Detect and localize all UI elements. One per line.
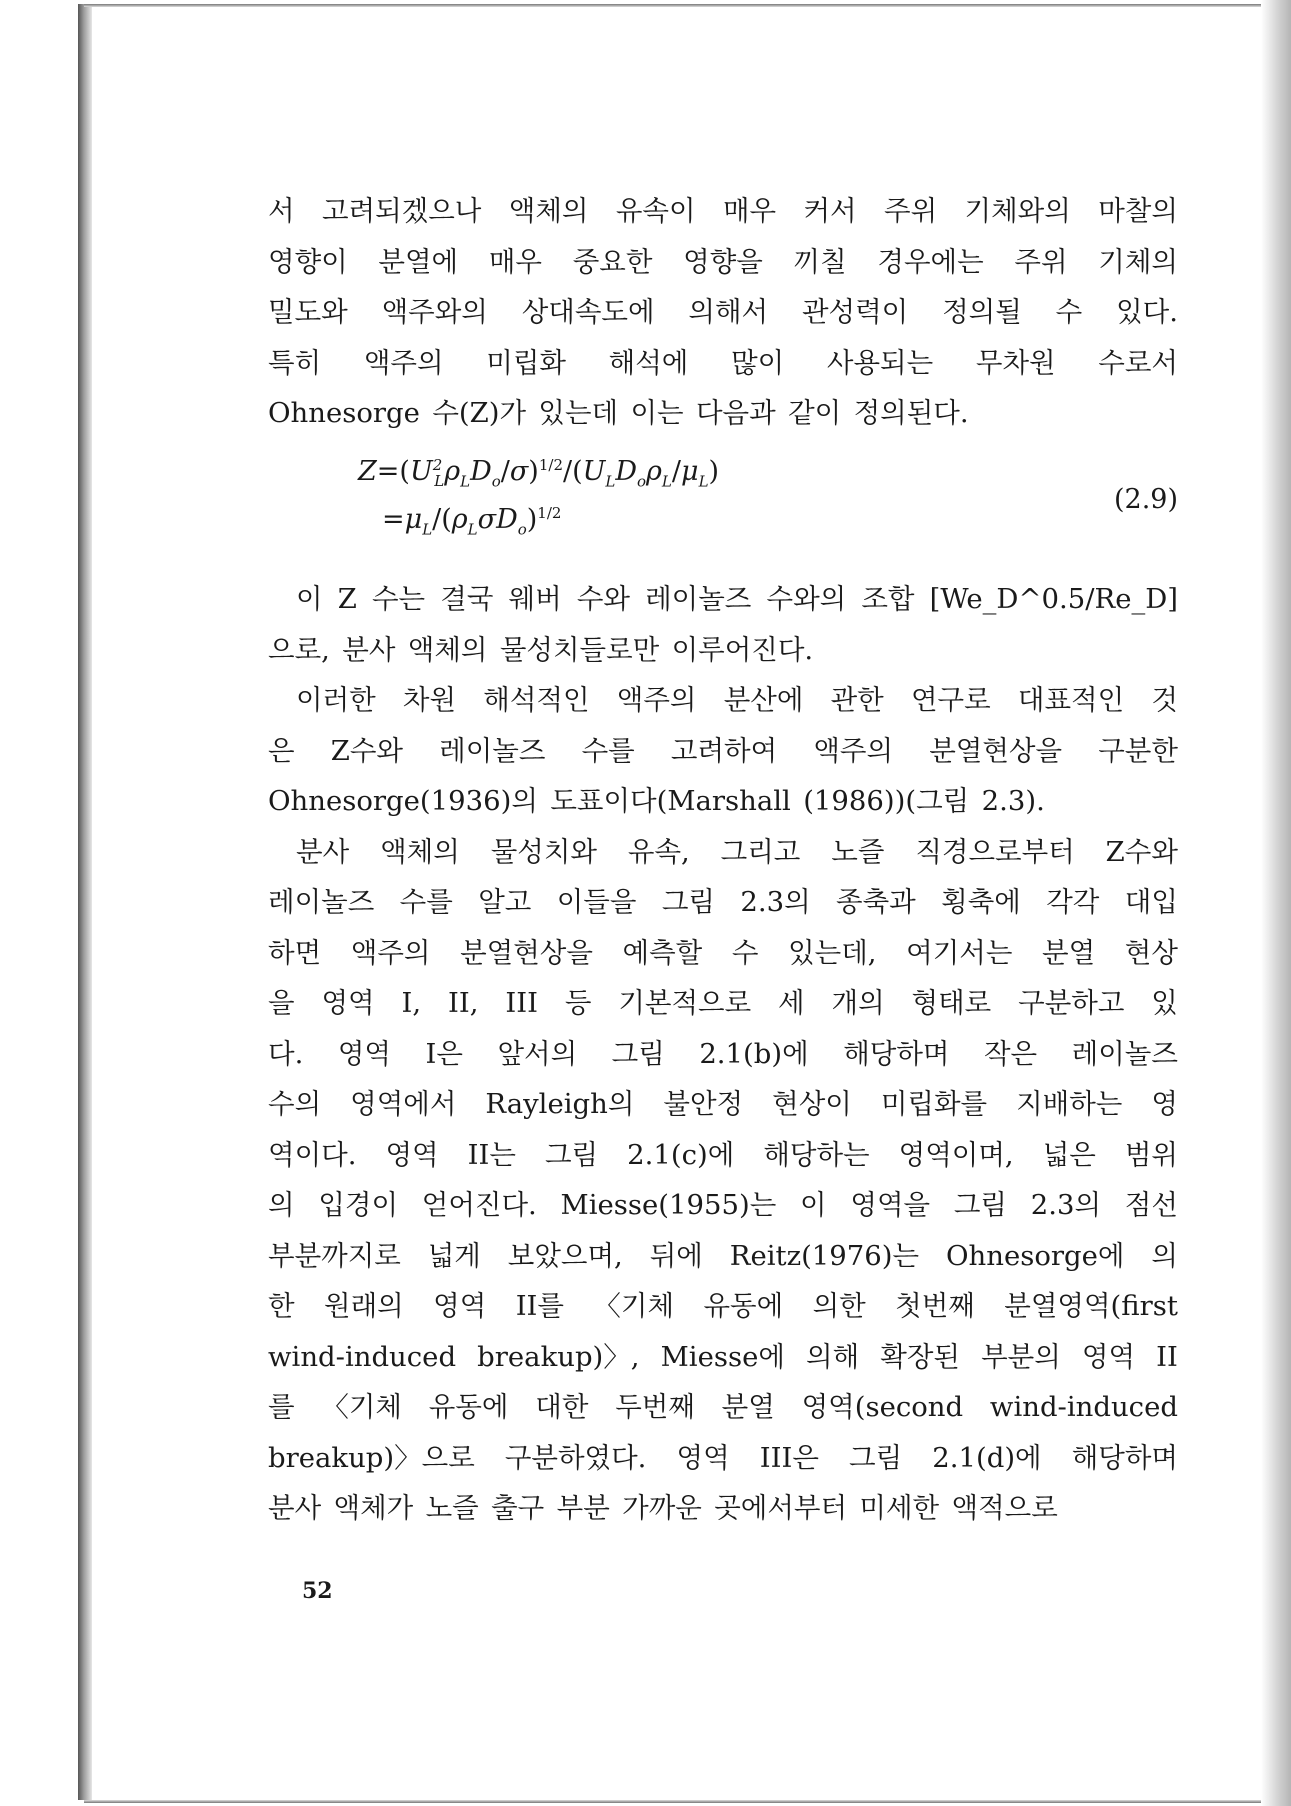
body-text — [268, 574, 1178, 1534]
word: 고려하여 — [670, 734, 778, 767]
word: 서 — [268, 195, 295, 227]
word: 주위 — [884, 195, 938, 227]
word: 의해 — [806, 1340, 860, 1373]
word: 분열영역(first — [1004, 1290, 1178, 1322]
word: 이 — [296, 583, 323, 615]
text-line — [268, 574, 1178, 625]
word: 의 — [268, 1189, 295, 1221]
text-line — [268, 978, 1178, 1029]
word: 물성치들로만 — [499, 633, 660, 666]
word: 레이놀즈 — [1071, 1037, 1178, 1070]
word: 유동에 — [428, 1391, 509, 1423]
page-top-edge — [84, 4, 1274, 7]
word: 보았으며, — [507, 1239, 623, 1272]
page-left-edge — [78, 4, 92, 1800]
paragraph-1 — [268, 186, 1178, 439]
word: 해당하며 — [1071, 1441, 1178, 1474]
word: 끼칠 — [793, 245, 847, 278]
word: 개의 — [831, 987, 885, 1019]
text-line — [268, 625, 1178, 676]
word: 레이놀즈 — [645, 583, 752, 615]
word: 해석에 — [608, 346, 689, 379]
word: 해당하는 — [763, 1138, 870, 1171]
page-bottom-edge — [84, 1800, 1274, 1803]
word: Z수와 — [330, 734, 403, 767]
word: 대한 — [535, 1391, 589, 1423]
word: 〈기체 — [321, 1391, 402, 1423]
equation-line-2: $=\mu_L/(\rho_L\sigma D_o)^{1/2}$ — [382, 504, 562, 539]
word: 수를 — [581, 734, 635, 767]
word: II를 — [515, 1290, 564, 1322]
word: 경우에는 — [877, 245, 984, 278]
word: 형태로 — [911, 987, 992, 1019]
word: 작은 — [983, 1037, 1038, 1070]
word: 분사 — [342, 633, 396, 666]
word: 넓은 — [1042, 1138, 1096, 1171]
word: 분열 — [721, 1391, 775, 1423]
word: 구분하고 — [1018, 987, 1125, 1019]
word: 원래의 — [324, 1290, 404, 1322]
equation-number: (2.9) — [1113, 484, 1178, 515]
word: 수와 — [576, 583, 630, 615]
word: 것 — [1151, 684, 1178, 716]
word: 지배하는 — [1016, 1088, 1123, 1120]
word: 첫번째 — [895, 1290, 975, 1322]
word: breakup)〉으로 — [268, 1441, 475, 1474]
word: 사용되는 — [826, 346, 934, 379]
page-number: 52 — [302, 1578, 333, 1604]
word: II — [1156, 1340, 1178, 1373]
word: 영역 — [676, 1441, 730, 1474]
word: Rayleigh의 — [485, 1088, 635, 1120]
word: 분산에 — [723, 684, 804, 716]
text-line — [268, 186, 1178, 237]
word: 많이 — [731, 346, 785, 379]
word: I, — [401, 987, 422, 1019]
word: 의 — [1151, 1239, 1178, 1272]
word: 기체와의 — [964, 195, 1071, 227]
text-line — [268, 928, 1178, 979]
word: 2.3의 — [1030, 1189, 1102, 1221]
word: Ohnesorge — [268, 397, 420, 429]
word: 〈기체 — [593, 1290, 675, 1322]
word: 수로서 — [1098, 346, 1178, 379]
word: wind-induced — [268, 1340, 457, 1373]
word: 각각 — [1046, 886, 1100, 918]
word: wind-induced — [989, 1391, 1178, 1423]
word: 곳에서부터 — [714, 1492, 848, 1524]
text-line — [268, 1231, 1178, 1282]
word: 액체의 — [508, 195, 589, 227]
word: 도표이다(Marshall — [550, 785, 791, 817]
word: 부분의 — [981, 1340, 1061, 1373]
word: breakup)〉, — [477, 1340, 640, 1373]
page-right-edge — [1261, 0, 1291, 1806]
word: 액적으로 — [951, 1492, 1058, 1524]
word: 유동에 — [703, 1290, 784, 1322]
word: 영역 — [1081, 1340, 1136, 1373]
word: 구분한 — [1098, 734, 1178, 767]
word: 대입 — [1124, 886, 1178, 918]
word: 밀도와 — [268, 296, 348, 328]
word: 영역 — [385, 1138, 439, 1171]
word: 뒤에 — [649, 1239, 703, 1272]
word: 영역 — [337, 1037, 391, 1070]
word: 이는 — [630, 397, 684, 429]
word: 수는 — [371, 583, 426, 615]
word: 그림 — [611, 1037, 665, 1070]
word: 액주의 — [813, 734, 894, 767]
word: 영향을 — [683, 245, 763, 278]
word: 무차원 — [975, 346, 1056, 379]
word: 해석적인 — [483, 684, 590, 716]
word: 예측할 — [622, 936, 703, 969]
word: 대표적인 — [1017, 684, 1125, 716]
word: 유속이 — [615, 195, 696, 227]
word: 역이다. — [268, 1138, 357, 1171]
word: 수 — [731, 936, 759, 969]
word: 관성력이 — [801, 296, 909, 328]
word: 분사 — [296, 835, 350, 868]
word: 커서 — [803, 195, 857, 227]
word: 직경으로부터 — [915, 835, 1075, 868]
word: 그리고 — [720, 835, 801, 868]
word: 액체의 — [380, 835, 460, 868]
word: (1986))(그림 — [803, 785, 970, 817]
word: 불안정 — [663, 1088, 744, 1120]
text-line — [268, 877, 1178, 928]
word: 영역 — [321, 987, 375, 1019]
word: 기체의 — [1098, 245, 1178, 278]
word: 부분까지로 — [268, 1239, 401, 1272]
paragraph-2 — [268, 574, 1178, 675]
word: 수 — [1055, 296, 1083, 328]
word: 등 — [564, 987, 592, 1019]
word: 분열 — [1042, 936, 1096, 969]
word: 이루어진다. — [671, 633, 814, 666]
equation-line-1: $Z=(U^2_L\rho_LD_o/\sigma)^{1/2}/(U_LD_o\rho_L/\mu_L)$ — [358, 456, 720, 491]
word: 으로, — [268, 633, 330, 666]
text-line — [268, 1332, 1178, 1383]
text-line — [268, 1433, 1178, 1484]
word: 얻어진다. — [421, 1189, 537, 1221]
word: 상대속도에 — [521, 296, 655, 328]
word: 그림 — [953, 1189, 1007, 1221]
word: 을 — [268, 987, 295, 1019]
word: 수를 — [399, 886, 453, 918]
word: 기본적으로 — [618, 987, 752, 1019]
word: 의해서 — [688, 296, 769, 328]
word: Z수와 — [1105, 835, 1178, 868]
word: III — [505, 987, 538, 1019]
paragraph-4 — [268, 827, 1178, 1534]
text-line — [268, 726, 1178, 777]
word: 같이 — [788, 397, 842, 429]
word: 그림 — [849, 1441, 903, 1474]
word: 차원 — [402, 684, 457, 716]
word: 물성치와 — [490, 835, 597, 868]
text-line — [268, 237, 1178, 288]
word: 있다. — [1116, 296, 1178, 328]
word: 분열에 — [378, 245, 459, 278]
word: 있는데, — [788, 936, 877, 969]
word: 알고 — [478, 886, 532, 918]
word: 그림 — [544, 1138, 599, 1171]
word: [We_D^0.5/Re_D] — [929, 583, 1178, 615]
word: Miesse에 — [660, 1340, 785, 1373]
text-line — [268, 675, 1178, 726]
word: 매우 — [488, 245, 542, 278]
word: II, — [448, 987, 479, 1019]
word: 영역 — [433, 1290, 487, 1322]
word: 미립화를 — [880, 1088, 988, 1120]
word: 액체의 — [407, 633, 488, 666]
word: 2.3). — [981, 785, 1045, 817]
word: 횡축에 — [941, 886, 1021, 918]
word: 2.1(c)에 — [627, 1138, 735, 1171]
word: 미세한 — [859, 1492, 940, 1524]
word: 정의될 — [942, 296, 1022, 328]
word: 수와의 — [766, 583, 847, 615]
text-line — [268, 287, 1178, 338]
text-line — [268, 776, 1178, 827]
word: 유속, — [627, 835, 690, 868]
word: 수의 — [268, 1088, 322, 1120]
word: 의한 — [812, 1290, 866, 1322]
word: 앞서의 — [497, 1037, 578, 1070]
word: 이들을 — [556, 886, 637, 918]
word: Ohnesorge에 — [945, 1239, 1125, 1272]
word: Reitz(1976)는 — [729, 1239, 920, 1272]
word: 한 — [268, 1290, 295, 1322]
word: 연구로 — [910, 684, 991, 716]
word: 출구 — [491, 1492, 545, 1524]
word: 주위 — [1014, 245, 1068, 278]
word: 점선 — [1124, 1189, 1178, 1221]
word: 마찰의 — [1098, 195, 1178, 227]
word: 레이놀즈 — [268, 886, 375, 918]
word: 확장된 — [880, 1340, 960, 1373]
word: 액주와의 — [381, 296, 488, 328]
word: 분열현상을 — [460, 936, 593, 969]
equation-2-9 — [358, 456, 1178, 546]
word: 노즐 — [831, 835, 885, 868]
word: 액주의 — [350, 936, 431, 969]
word: Z — [337, 583, 357, 615]
word: 분열현상을 — [929, 734, 1063, 767]
word: 종축과 — [836, 886, 916, 918]
word: 하면 — [268, 936, 322, 969]
word: 이 — [800, 1189, 827, 1221]
word: 영역이며, — [898, 1138, 1014, 1171]
word: 매우 — [722, 195, 777, 227]
word: 정의된다. — [853, 397, 969, 429]
word: 입경이 — [318, 1189, 399, 1221]
word: 범위 — [1124, 1138, 1178, 1171]
text-line — [268, 338, 1178, 389]
word: 있 — [1151, 987, 1178, 1019]
word: 액주의 — [363, 346, 444, 379]
text-line — [268, 1483, 1178, 1534]
word: 2.3의 — [740, 886, 811, 918]
word: 이러한 — [296, 684, 376, 716]
word: 영역에서 — [350, 1088, 457, 1120]
word: 그림 — [661, 886, 715, 918]
word: 있는데 — [538, 397, 619, 429]
word: 2.1(d)에 — [932, 1441, 1042, 1474]
word: 중요한 — [572, 245, 653, 278]
word: 다. — [268, 1037, 304, 1070]
paragraph-3 — [268, 675, 1178, 827]
text-line — [268, 388, 1178, 439]
word: 영 — [1151, 1088, 1178, 1120]
text-line — [268, 827, 1178, 878]
word: 다음과 — [695, 397, 776, 429]
word: Ohnesorge(1936)의 — [268, 785, 538, 817]
word: 결국 — [440, 583, 494, 615]
word: I은 — [425, 1037, 463, 1070]
word: 특히 — [268, 346, 322, 379]
text-line — [268, 1029, 1178, 1080]
word: II는 — [467, 1138, 516, 1171]
text-line — [268, 1130, 1178, 1181]
word: 여기서는 — [906, 936, 1013, 969]
word: 관한 — [830, 684, 884, 716]
word: 넓게 — [427, 1239, 481, 1272]
word: 미립화 — [486, 346, 566, 379]
word: 현상이 — [772, 1088, 852, 1120]
word: Miesse(1955)는 — [560, 1189, 777, 1221]
text-line — [268, 1382, 1178, 1433]
word: 수(Z)가 — [432, 397, 527, 429]
word: 영역을 — [850, 1189, 931, 1221]
text-line — [268, 1079, 1178, 1130]
word: 은 — [268, 734, 295, 767]
word: 2.1(b)에 — [699, 1037, 809, 1070]
word: 영향이 — [268, 245, 348, 278]
text-line — [268, 1281, 1178, 1332]
word: 영역(second — [801, 1391, 964, 1423]
word: III은 — [759, 1441, 819, 1474]
word: 해당하며 — [843, 1037, 950, 1070]
word: 레이놀즈 — [439, 734, 546, 767]
word: 부분 — [556, 1492, 610, 1524]
word: 액체가 — [333, 1492, 414, 1524]
word: 세 — [778, 987, 805, 1019]
word: 분사 — [268, 1492, 322, 1524]
text-line — [268, 1180, 1178, 1231]
word: 조합 — [861, 583, 915, 615]
word: 노즐 — [425, 1492, 479, 1524]
word: 를 — [268, 1391, 295, 1423]
word: 액주의 — [616, 684, 697, 716]
word: 웨버 — [508, 583, 562, 615]
word: 구분하였다. — [504, 1441, 647, 1474]
word: 현상 — [1124, 936, 1178, 969]
word: 가까운 — [622, 1492, 702, 1524]
word: 고려되겠으나 — [321, 195, 482, 227]
word: 두번째 — [615, 1391, 695, 1423]
